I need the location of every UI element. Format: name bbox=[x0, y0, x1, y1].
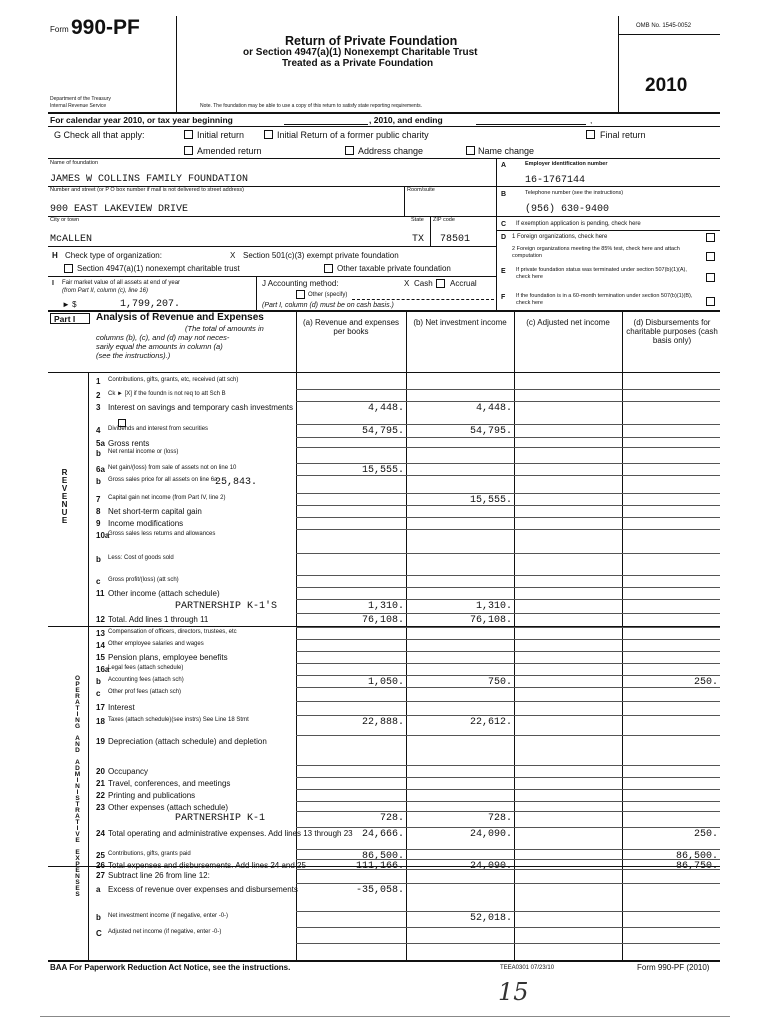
other-method-checkbox[interactable] bbox=[296, 290, 305, 299]
item-b-letter: B bbox=[501, 191, 507, 198]
row-value-b: 728. bbox=[487, 813, 512, 824]
row-label: Taxes (attach schedule)(see instrs) See Line 18 Stmt bbox=[108, 717, 249, 723]
row-value-a: 76,108. bbox=[361, 615, 404, 626]
part-i-desc-4: (see the instructions).) bbox=[96, 351, 171, 360]
row-label: Contributions, gifts, grants, etc, received (att sch) bbox=[108, 377, 239, 383]
phone: (956) 630-9400 bbox=[525, 204, 610, 215]
row-label: Other prof fees (attach sch) bbox=[108, 689, 182, 695]
row-value-a: 728. bbox=[379, 813, 404, 824]
row-value-a: 15,555. bbox=[361, 465, 404, 476]
row-value-b: 24,090. bbox=[469, 829, 512, 840]
row-label: Excess of revenue over expenses and disbursements bbox=[108, 885, 298, 894]
sixty-month-checkbox[interactable] bbox=[706, 297, 715, 306]
row-label: Total expenses and disbursements. Add lines 24 and 25 bbox=[108, 861, 306, 870]
footer-baa: BAA For Paperwork Reduction Act Notice, see the instructions. bbox=[50, 963, 291, 972]
section-501c3-x: X bbox=[230, 251, 236, 260]
city-label: City or town bbox=[50, 217, 80, 223]
row-number: 17 bbox=[96, 703, 105, 712]
row-label: Other employee salaries and wages bbox=[108, 641, 204, 647]
tax-year: 2010 bbox=[645, 75, 688, 96]
address-change-checkbox[interactable] bbox=[345, 146, 354, 155]
row-label: Other expenses (attach schedule) bbox=[108, 803, 229, 812]
row-value-b: 15,555. bbox=[469, 495, 512, 506]
row-value-b: 54,795. bbox=[469, 426, 512, 437]
row-number: 1 bbox=[96, 377, 101, 386]
row-label: Compensation of officers, directors, trustees, etc bbox=[108, 629, 237, 635]
other-taxable-checkbox[interactable] bbox=[324, 264, 333, 273]
row-number: 26 bbox=[96, 861, 105, 870]
row-label: Gross sales less returns and allowances bbox=[108, 531, 216, 537]
row-number: 14 bbox=[96, 641, 105, 650]
calendar-mid: , 2010, and ending bbox=[369, 115, 443, 125]
initial-return-label: Initial return bbox=[197, 130, 245, 140]
row-number: 15 bbox=[96, 653, 105, 662]
row-number: 20 bbox=[96, 767, 105, 776]
row-label: Interest on savings and temporary cash investments bbox=[108, 403, 293, 412]
row-number: 27 bbox=[96, 871, 105, 880]
row-number: 3 bbox=[96, 403, 101, 412]
expenses-side-label: OPERATING AND ADMINISTRATIVE EXPENSES bbox=[74, 675, 81, 897]
row-number: 4 bbox=[96, 426, 101, 435]
form-word: Form bbox=[50, 25, 69, 34]
row-label: Net rental income or (loss) bbox=[108, 449, 179, 455]
footer-code: TEEA0301 07/23/10 bbox=[500, 965, 555, 971]
part-i-label: Part I bbox=[54, 314, 76, 324]
dept-line-2: Internal Revenue Service bbox=[50, 103, 107, 109]
row-value-d: 86,750. bbox=[675, 861, 718, 872]
ein: 16-1767144 bbox=[525, 175, 586, 186]
row-label: Depreciation (attach schedule) and depletion bbox=[108, 737, 267, 746]
row-number: 25 bbox=[96, 851, 105, 860]
row-label: Contributions, gifts, grants paid bbox=[108, 851, 191, 857]
address-change-label: Address change bbox=[358, 146, 424, 156]
row-label: Gross sales price for all assets on line 6a bbox=[108, 477, 218, 483]
row-value-a: 24,666. bbox=[361, 829, 404, 840]
row-label: Total operating and administrative expenses. Add lines 13 through 23 bbox=[108, 829, 353, 838]
ein-label: Employer identification number bbox=[525, 161, 608, 167]
foundation-name: JAMES W COLLINS FAMILY FOUNDATION bbox=[50, 174, 249, 185]
row-number: 13 bbox=[96, 629, 105, 638]
row-number: b bbox=[96, 449, 101, 458]
row-value-b: 750. bbox=[487, 677, 512, 688]
street-label: Number and street (or P O box number if mail is not delivered to street address) bbox=[50, 187, 245, 193]
col-b-header: (b) Net investment income bbox=[413, 318, 507, 327]
check-all-label: G Check all that apply: bbox=[54, 130, 145, 140]
row-value-b: 24,090. bbox=[469, 861, 512, 872]
street-address: 900 EAST LAKEVIEW DRIVE bbox=[50, 204, 189, 215]
row-value-a: 22,888. bbox=[361, 717, 404, 728]
foreign-85-label: 2 Foreign organizations meeting the 85% test, check here and attach computation bbox=[512, 246, 680, 259]
item-i-letter: I bbox=[52, 280, 54, 287]
zip-code: 78501 bbox=[440, 234, 471, 245]
item-a-letter: A bbox=[501, 162, 507, 169]
row-value-b: 1,310. bbox=[475, 601, 512, 612]
row-number: a bbox=[96, 885, 101, 894]
form-note: Note. The foundation may be able to use a copy of this return to satisfy state reporting requirements. bbox=[200, 103, 422, 109]
row-value-a: 4,448. bbox=[367, 403, 404, 414]
row-value-d: 250. bbox=[693, 677, 718, 688]
row-label: Printing and publications bbox=[108, 791, 196, 800]
item-h-letter: H bbox=[52, 251, 58, 260]
initial-return-checkbox[interactable] bbox=[184, 130, 193, 139]
row-label: Total. Add lines 1 through 11 bbox=[108, 615, 209, 624]
col-c-header: (c) Adjusted net income bbox=[526, 318, 610, 327]
row-number: b bbox=[96, 555, 101, 564]
dept-line-1: Department of the Treasury bbox=[50, 96, 111, 102]
row-label: Net investment income (if negative, enter -0-) bbox=[108, 913, 229, 919]
row-value-a: 86,500. bbox=[361, 851, 404, 862]
row-number: 18 bbox=[96, 717, 105, 726]
city: McALLEN bbox=[50, 234, 93, 245]
col-a-header: (a) Revenue and expenses per books bbox=[302, 318, 400, 337]
row-number: 11 bbox=[96, 589, 105, 598]
section-4947-label: Section 4947(a)(1) nonexempt charitable trust bbox=[77, 264, 240, 273]
row-number: 8 bbox=[96, 507, 101, 516]
final-return-label: Final return bbox=[600, 130, 646, 140]
calendar-label: For calendar year 2010, or tax year beginning bbox=[50, 115, 233, 125]
foreign-org-checkbox[interactable] bbox=[706, 233, 715, 242]
part-i-desc-3: sarily equal the amounts in column (a) bbox=[96, 342, 223, 351]
row-label: PARTNERSHIP K-1'S bbox=[175, 601, 278, 612]
form-number: 990-PF bbox=[71, 16, 140, 39]
row-label: Income modifications bbox=[108, 519, 184, 528]
row-label: PARTNERSHIP K-1 bbox=[175, 813, 266, 824]
fmv-dollar: ► $ bbox=[62, 300, 77, 309]
row-number: c bbox=[96, 689, 101, 698]
row-value-a: 1,050. bbox=[367, 677, 404, 688]
room-label: Room/suite bbox=[407, 187, 435, 193]
row-number: 21 bbox=[96, 779, 105, 788]
section-501c3-label: Section 501(c)(3) exempt private foundation bbox=[243, 251, 399, 260]
calendar-end: , bbox=[590, 115, 593, 125]
row-label: Gross rents bbox=[108, 439, 150, 448]
row-label: Capital gain net income (from Part IV, line 2) bbox=[108, 495, 226, 501]
row-number: b bbox=[96, 677, 101, 686]
row-value-a: 54,795. bbox=[361, 426, 404, 437]
col-d-header: (d) Disbursements for charitable purposes (cash basis only) bbox=[626, 318, 718, 346]
row-number: c bbox=[96, 577, 101, 586]
row-number: 9 bbox=[96, 519, 101, 528]
row-value-b: 4,448. bbox=[475, 403, 512, 414]
initial-former-label: Initial Return of a former public charity bbox=[277, 130, 429, 140]
row-number: 19 bbox=[96, 737, 105, 746]
amended-return-label: Amended return bbox=[197, 146, 262, 156]
row-number: 7 bbox=[96, 495, 101, 504]
zip-label: ZIP code bbox=[433, 217, 455, 223]
gross-sales-price: 25,843. bbox=[215, 477, 258, 488]
cash-x: X bbox=[404, 279, 410, 288]
part-i-badge bbox=[50, 313, 90, 324]
row-label: Legal fees (attach schedule) bbox=[108, 665, 184, 671]
row-number: b bbox=[96, 913, 101, 922]
item-f-letter: F bbox=[501, 294, 506, 301]
row-number: 2 bbox=[96, 391, 101, 400]
terminated-checkbox[interactable] bbox=[706, 273, 715, 282]
name-change-label: Name change bbox=[478, 146, 535, 156]
row-value-d: 250. bbox=[693, 829, 718, 840]
terminated-label: If private foundation status was terminated under section 507(b)(1)(A), check here bbox=[516, 267, 687, 280]
row-number: 12 bbox=[96, 615, 105, 624]
accounting-method-label: J Accounting method: bbox=[262, 279, 339, 288]
sixty-month-label: If the foundation is in a 60-month termination under section 507(b)(1)(B), check here bbox=[516, 293, 693, 306]
other-method-field[interactable] bbox=[352, 299, 494, 300]
row-label: Travel, conferences, and meetings bbox=[108, 779, 231, 788]
form-title: Return of Private Foundation bbox=[285, 34, 458, 48]
row-label: Subtract line 26 from line 12: bbox=[108, 871, 210, 880]
row-value-b: 22,612. bbox=[469, 717, 512, 728]
row-number: b bbox=[96, 477, 101, 486]
other-method-label: Other (specify) bbox=[308, 292, 348, 298]
state: TX bbox=[412, 234, 425, 245]
row-label: Pension plans, employee benefits bbox=[108, 653, 228, 662]
sch-b-checkbox[interactable] bbox=[118, 419, 126, 427]
fmv-sublabel: (from Part II, column (c), line 16) bbox=[62, 288, 149, 294]
row-number: 6a bbox=[96, 465, 105, 474]
row-number: 5a bbox=[96, 439, 105, 448]
name-change-checkbox[interactable] bbox=[466, 146, 475, 155]
revenue-side-label: REVENUE bbox=[60, 468, 69, 524]
row-value-a: -35,058. bbox=[355, 885, 404, 896]
row-value-a: 111,166. bbox=[355, 861, 404, 872]
row-label: Gross profit/(loss) (att sch) bbox=[108, 577, 179, 583]
cash-basis-note: (Part I, column (d) must be on cash basis.) bbox=[262, 302, 394, 309]
row-number: 16a bbox=[96, 665, 110, 674]
cash-label: Cash bbox=[414, 279, 433, 288]
row-number: 10a bbox=[96, 531, 110, 540]
accrual-checkbox[interactable] bbox=[436, 279, 445, 288]
part-i-desc-1: (The total of amounts in bbox=[185, 324, 264, 333]
part-i-desc-2: columns (b), (c), and (d) may not neces- bbox=[96, 333, 230, 342]
foreign-85-checkbox[interactable] bbox=[706, 252, 715, 261]
row-label: Dividends and interest from securities bbox=[108, 426, 209, 432]
row-label: Interest bbox=[108, 703, 135, 712]
accrual-label: Accrual bbox=[450, 279, 477, 288]
state-label: State bbox=[411, 217, 424, 223]
omb-number: OMB No. 1545-0052 bbox=[636, 23, 692, 29]
row-value-a: 1,310. bbox=[367, 601, 404, 612]
org-type-label: Check type of organization: bbox=[65, 251, 162, 260]
row-label: Net gain/(loss) from sale of assets not on line 10 bbox=[108, 465, 237, 471]
item-d-letter: D bbox=[501, 234, 507, 241]
final-return-checkbox[interactable] bbox=[586, 130, 595, 139]
item-c-letter: C bbox=[501, 221, 507, 228]
form-subtitle-1: or Section 4947(a)(1) Nonexempt Charitable Trust bbox=[243, 47, 478, 58]
footer-form: Form 990-PF (2010) bbox=[637, 963, 710, 972]
row-value-d: 86,500. bbox=[675, 851, 718, 862]
exemption-pending-label: If exemption application is pending, check here bbox=[516, 221, 641, 227]
tax-year-begin-field[interactable] bbox=[284, 124, 368, 125]
other-taxable-label: Other taxable private foundation bbox=[337, 264, 451, 273]
form-subtitle-2: Treated as a Private Foundation bbox=[282, 58, 434, 69]
item-e-letter: E bbox=[501, 268, 506, 275]
initial-former-checkbox[interactable] bbox=[264, 130, 273, 139]
row-label: Ck ► [X] if the foundn is not req to att Sch B bbox=[108, 391, 226, 397]
row-number: 22 bbox=[96, 791, 105, 800]
row-number: 24 bbox=[96, 829, 105, 838]
fmv-value: 1,799,207. bbox=[120, 299, 181, 310]
row-value-b: 52,018. bbox=[469, 913, 512, 924]
name-label: Name of foundation bbox=[50, 160, 99, 166]
part-i-title: Analysis of Revenue and Expenses bbox=[96, 312, 264, 323]
row-label: Net short-term capital gain bbox=[108, 507, 202, 516]
row-label: Adjusted net income (if negative, enter -0-) bbox=[108, 929, 222, 935]
amended-return-checkbox[interactable] bbox=[184, 146, 193, 155]
row-label: Occupancy bbox=[108, 767, 149, 776]
row-number: C bbox=[96, 929, 102, 938]
row-label: Less: Cost of goods sold bbox=[108, 555, 174, 561]
handwritten-page-number: 15 bbox=[498, 978, 529, 1006]
section-4947-checkbox[interactable] bbox=[64, 264, 73, 273]
fmv-label: Fair market value of all assets at end of year bbox=[62, 280, 181, 286]
row-number: 23 bbox=[96, 803, 105, 812]
foreign-org-label: 1 Foreign organizations, check here bbox=[512, 234, 608, 240]
tax-year-end-field[interactable] bbox=[476, 124, 586, 125]
row-label: Accounting fees (attach sch) bbox=[108, 677, 184, 683]
phone-label: Telephone number (see the instructions) bbox=[525, 190, 624, 196]
row-value-b: 76,108. bbox=[469, 615, 512, 626]
row-label: Other income (attach schedule) bbox=[108, 589, 220, 598]
